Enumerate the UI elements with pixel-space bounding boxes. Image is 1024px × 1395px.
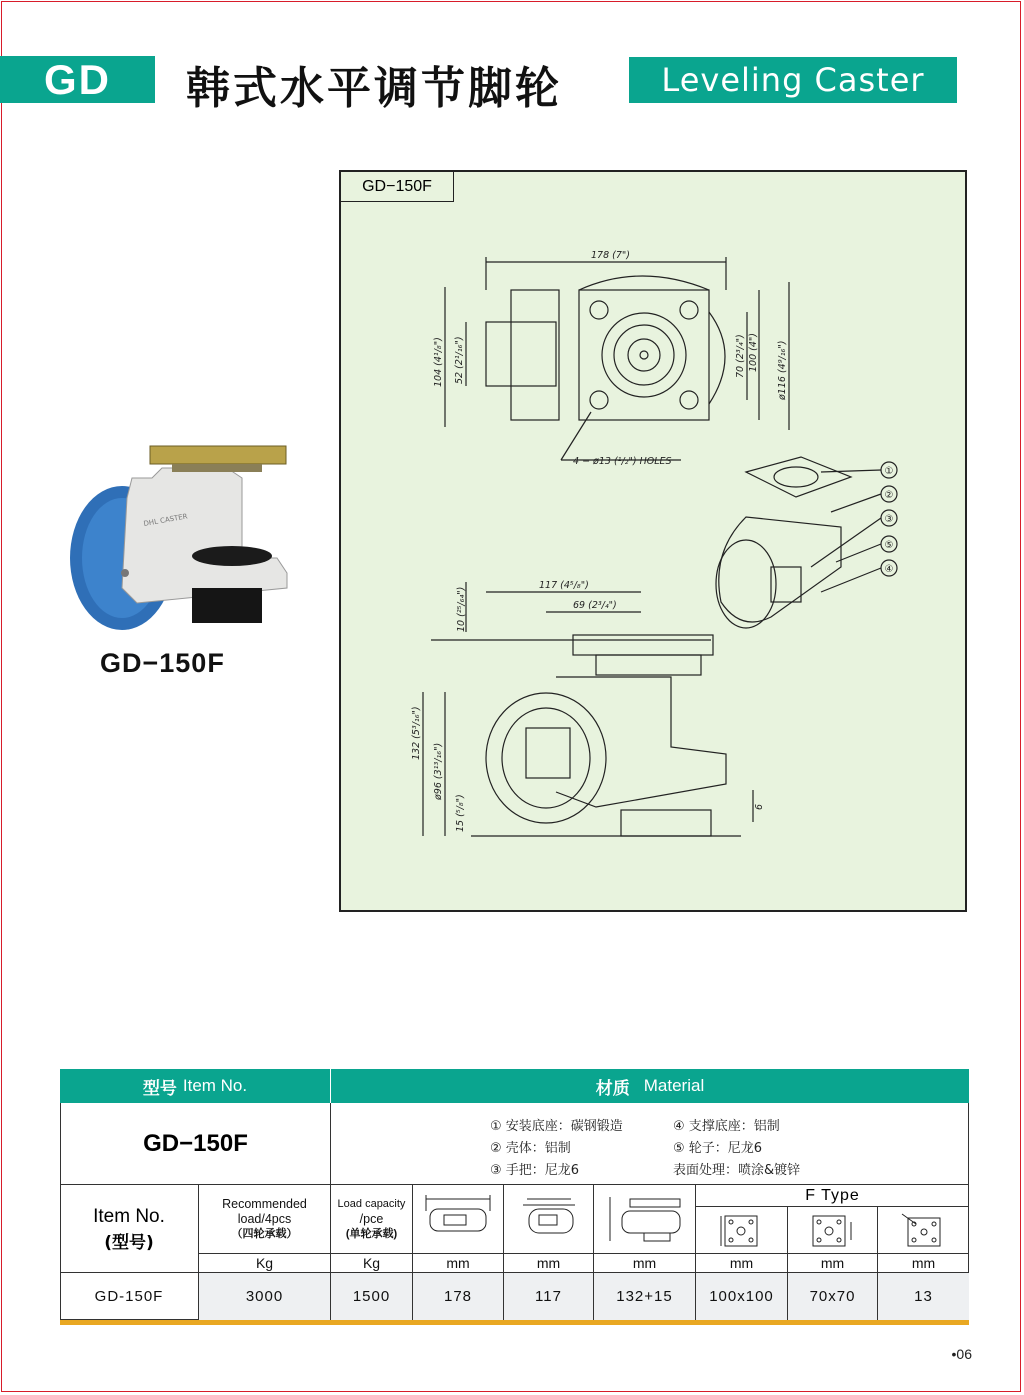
header-material-en: Material: [643, 1076, 705, 1095]
dim-right-116: ø116 (4⁹/₁₆"): [777, 340, 788, 400]
material-list: [331, 1103, 969, 1185]
dim-side-6: 6: [754, 803, 765, 810]
col-hole-spacing: [788, 1207, 878, 1253]
unit-height: mm: [594, 1253, 696, 1273]
callout-1: ①: [884, 466, 894, 477]
callout-3: ③: [884, 514, 894, 525]
page-title-en: Leveling Caster: [629, 57, 957, 103]
hole-spacing-icon: [805, 1210, 861, 1250]
header-item-cn: 型号: [142, 1078, 177, 1099]
dim-side-132: 132 (5³/₁₆"): [411, 706, 422, 760]
caster-side-icon: [509, 1191, 589, 1247]
callout-5: ⑤: [884, 540, 894, 551]
row-side: 117: [504, 1273, 594, 1320]
technical-drawing-panel: [339, 170, 967, 912]
row-hole-spacing: 70x70: [788, 1273, 878, 1320]
col-item: [60, 1185, 199, 1273]
caster-height-icon: [600, 1191, 690, 1247]
caster-width-icon: [418, 1191, 498, 1247]
dim-side-69: 69 (2³/₄"): [573, 600, 617, 611]
technical-drawing: [341, 172, 965, 910]
callout-2: ②: [884, 490, 894, 501]
callout-4: ④: [884, 564, 894, 575]
unit-load-1pce: Kg: [331, 1253, 413, 1273]
dim-side-117: 117 (4⁵/₈"): [539, 580, 589, 591]
material-4: ④ 支撑底座：铝制: [673, 1119, 780, 1134]
unit-hole-dia: mm: [911, 1255, 936, 1271]
spec-table: [60, 1069, 969, 1327]
product-photo: [62, 438, 302, 638]
dim-side-96: ø96 (3¹³/₁₆"): [433, 742, 444, 800]
row-plate-size: 100x100: [696, 1273, 788, 1320]
f-type-label: F Type: [696, 1185, 969, 1207]
col-load-4pcs: [199, 1185, 331, 1253]
row-height: 132+15: [594, 1273, 696, 1320]
col-load-1pce-line1: Load capacity: [337, 1197, 406, 1210]
col-load-4pcs-line1: Recommended: [222, 1196, 307, 1211]
material-5: ⑤ 轮子：尼龙6: [673, 1141, 763, 1156]
dim-left-52: 52 (2¹/₁₆"): [454, 336, 465, 384]
page-number: •06: [951, 1346, 972, 1362]
col-hole-dia: [878, 1207, 969, 1253]
row-load-1pce: 1500: [331, 1273, 413, 1320]
hole-diameter-icon: [896, 1210, 952, 1250]
svg-text:DHL CASTER: DHL CASTER: [142, 512, 189, 528]
row-item: GD-150F: [60, 1273, 199, 1320]
unit-width: mm: [413, 1253, 504, 1273]
material-1: ① 安装底座：碳钢锻造: [490, 1119, 623, 1134]
table-bottom-bar: [60, 1320, 969, 1325]
dim-holes: 4 − ø13 (¹/₂") HOLES: [573, 456, 672, 467]
dim-side-15: 15 (⁵/₈"): [455, 794, 466, 832]
col-load-1pce-line3: (单轮承载): [345, 1227, 398, 1240]
col-load-1pce: [331, 1185, 413, 1253]
header-item-en: Item No.: [182, 1076, 248, 1095]
unit-load-4pcs: Kg: [199, 1253, 331, 1273]
material-3: ③ 手把：尼龙6: [490, 1163, 580, 1178]
header-material-cn: 材质: [595, 1078, 630, 1099]
dim-left-104: 104 (4¹/₈"): [433, 337, 444, 387]
row-hole-dia: 13: [878, 1273, 969, 1320]
col-item-cn: (型号): [104, 1232, 154, 1253]
col-item-en: Item No.: [93, 1205, 165, 1227]
col-load-1pce-line2: /pce: [359, 1211, 384, 1226]
unit-plate-size: mm: [696, 1253, 788, 1273]
col-plate-size: [696, 1207, 788, 1253]
dim-right-100: 100 (4"): [748, 333, 759, 372]
model-name: GD−150F: [60, 1103, 331, 1185]
page-title-cn: 韩式水平调节脚轮: [186, 63, 562, 114]
col-dim-side: [504, 1185, 594, 1253]
series-code-badge: GD: [0, 56, 155, 103]
dim-side-10: 10 (²⁵/₆₄"): [456, 586, 467, 632]
col-dim-height: [594, 1185, 696, 1253]
dim-width-top: 178 (7"): [591, 250, 630, 261]
row-width: 178: [413, 1273, 504, 1320]
header-item-no: [60, 1069, 331, 1103]
material-2: ② 壳体：铝制: [490, 1141, 571, 1156]
row-load-4pcs: 3000: [199, 1273, 331, 1320]
unit-side: mm: [504, 1253, 594, 1273]
product-photo-label: GD−150F: [100, 648, 225, 678]
drawing-model-tag: GD−150F: [341, 172, 454, 202]
unit-hole-spacing: mm: [788, 1253, 878, 1273]
header-material: [331, 1069, 969, 1103]
col-load-4pcs-line2: load/4pcs: [237, 1211, 292, 1226]
plate-size-icon: [717, 1210, 767, 1250]
col-load-4pcs-line3: （四轮承载）: [231, 1227, 298, 1240]
dim-right-70: 70 (2³/₄"): [735, 334, 746, 378]
col-dim-width: [413, 1185, 504, 1253]
material-surface: 表面处理：喷涂&镀锌: [673, 1163, 801, 1178]
